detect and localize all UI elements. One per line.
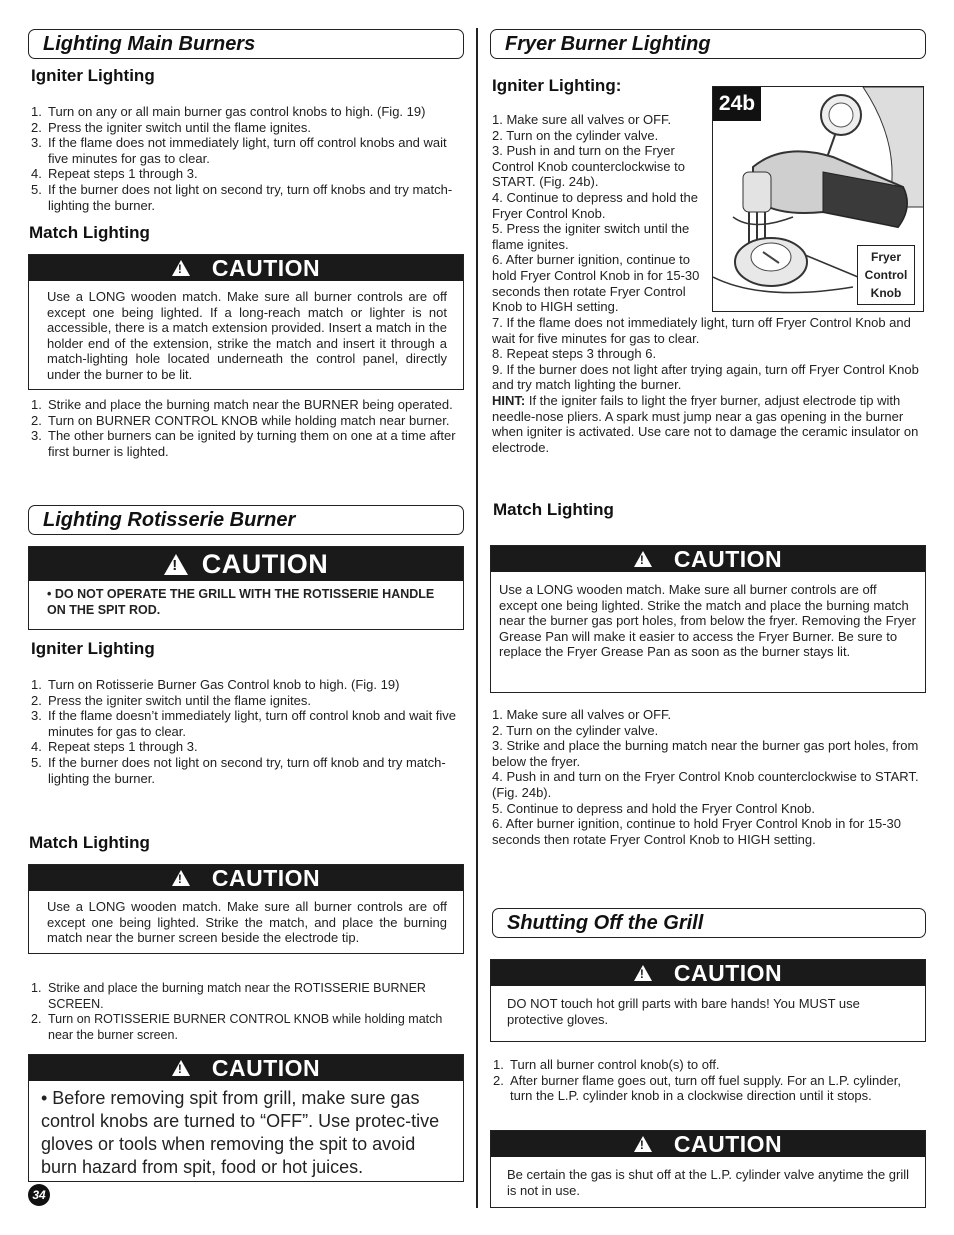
list-item: 1. Turn all burner control knob(s) to off. xyxy=(493,1057,720,1072)
caution-box xyxy=(28,546,464,630)
caution-text: • Before removing spit from grill, make sure gas control knobs are turned to “OFF”. Use protec-tive gloves or tools when removing the spit to avoid burn hazard from spit, food or hot juices. xyxy=(41,1088,440,1177)
caution-banner: ! CAUTION xyxy=(491,546,925,572)
list-item: 2. Turn on the cylinder valve. xyxy=(492,722,659,738)
warning-icon xyxy=(634,965,652,981)
caution-box xyxy=(28,864,464,954)
caution-banner: ! CAUTION xyxy=(29,547,463,581)
section-title-shutoff: Shutting Off the Grill xyxy=(492,908,926,938)
list-item: 6. After burner ignition, continue to hold Fryer Control Knob in for 15-30 seconds then rotate Fryer Control Knob to HIGH setting. xyxy=(492,816,902,847)
list-item: 8. Repeat steps 3 through 6. xyxy=(492,346,657,362)
list-item: 1. Make sure all valves or OFF. xyxy=(492,112,672,127)
list-item: 3. Strike and place the burning match near the burner gas port holes, from below the fryer. xyxy=(492,738,919,769)
caution-box xyxy=(28,254,464,390)
list-item: 7. If the flame does not immediately light, turn off Fryer Control Knob and wait for five minutes for gas to clear. xyxy=(492,315,911,346)
caution-text: Be certain the gas is shut off at the L.P. cylinder valve anytime the grill is not in use. xyxy=(507,1167,910,1198)
main-burner-igniter-steps xyxy=(28,104,460,213)
subheading-match-lighting: Match Lighting xyxy=(29,833,150,852)
caution-box xyxy=(28,1054,464,1182)
caution-text: Use a LONG wooden match. Make sure all burner controls are off except one being lighted. Strike the match and place the burning match near the burner gas port holes, from below the fryer. Removing the Fryer Grease Pan will make it easier to access the Fryer Burner. Be sure to replace the Fryer Grease Pan as soon as the burner stays lit. xyxy=(499,582,916,660)
list-item: 4. Continue to depress and hold the Fryer Control Knob. xyxy=(492,189,698,221)
list-item: 2. Turn on BURNER CONTROL KNOB while holding match near burner. xyxy=(31,412,450,428)
warning-icon xyxy=(164,554,188,575)
list-item: 1. Turn on Rotisserie Burner Gas Control knob to high. (Fig. 19) xyxy=(31,677,400,692)
list-item: 3. Push in and turn on the Fryer Control Knob counterclockwise to START. (Fig. 24b). xyxy=(492,143,685,190)
list-item: 5. Press the igniter switch until the flame ignites. xyxy=(492,221,690,252)
list-item: 1. Strike and place the burning match near the ROTISSERIE BURNER SCREEN. xyxy=(31,981,426,1011)
list-item: 2. Turn on ROTISSERIE BURNER CONTROL KNOB while holding match near the burner screen. xyxy=(31,1012,443,1042)
list-item: 3. If the flame doesn’t immediately light, turn off control knob and wait five minutes for gas to clear. xyxy=(31,708,457,739)
list-item: 2. After burner flame goes out, turn off fuel supply. For an L.P. cylinder, turn the L.P. cylinder knob in a clockwise direction until it stops. xyxy=(493,1072,901,1104)
list-item: 5. If the burner does not light on second try, turn off knob and try match-lighting the burner. xyxy=(31,754,446,786)
fryer-igniter-steps-narrow xyxy=(492,112,706,315)
figure-24b xyxy=(712,86,924,312)
list-item: 1. Make sure all valves or OFF. xyxy=(492,707,672,722)
rotisserie-igniter-steps xyxy=(28,677,460,786)
list-item: 4. Repeat steps 1 through 3. xyxy=(31,166,198,182)
column-divider xyxy=(476,28,478,1208)
caution-text: Use a LONG wooden match. Make sure all burner controls are off except one being lighted. Strike the match, and place the burning match near the burner screen beside the electrode tip. xyxy=(47,899,447,946)
caution-banner: ! CAUTION xyxy=(29,255,463,281)
warning-icon xyxy=(172,260,190,276)
list-item: 2. Turn on the cylinder valve. xyxy=(492,127,659,143)
list-item: 5. If the burner does not light on second try, turn off knobs and try match-lighting the burner. xyxy=(31,181,453,213)
fryer-igniter-steps-wide xyxy=(492,315,924,455)
caution-banner: ! CAUTION xyxy=(29,1055,463,1081)
caution-box xyxy=(490,545,926,693)
figure-caption: Fryer Control Knob xyxy=(857,245,915,305)
caution-box xyxy=(490,959,926,1042)
caution-banner: ! CAUTION xyxy=(491,1131,925,1157)
caution-text: Use a LONG wooden match. Make sure all burner controls are off except one being lighted. If a long-reach match or lighter is not accessible, there is a match extension provided. Insert a match in the holder end of the extension, strike the match and insert it through a match-lighting hole located underneath the control panel, directly under the burner to be lit. xyxy=(47,289,447,382)
list-item: 2. Press the igniter switch until the flame ignites. xyxy=(31,692,312,708)
caution-box xyxy=(490,1130,926,1208)
list-item: 9. If the burner does not light after trying again, turn off Fryer Control Knob and try match lighting the burner. xyxy=(492,361,919,393)
subheading-match-lighting: Match Lighting xyxy=(493,500,614,519)
subheading-igniter-lighting: Igniter Lighting: xyxy=(492,76,622,95)
hint-paragraph: HINT: If the igniter fails to light the fryer burner, adjust electrode tip with needle-nose pliers. A spark must jump near a gas opening in the burner when igniter is activated. Use care not to damage the ceramic insulator on electrode. xyxy=(492,392,919,455)
list-item: 2. Press the igniter switch until the flame ignites. xyxy=(31,119,312,135)
list-item: 4. Repeat steps 1 through 3. xyxy=(31,739,198,755)
figure-label: 24b xyxy=(713,87,761,121)
warning-icon xyxy=(172,870,190,886)
fryer-match-steps xyxy=(492,707,924,847)
subheading-igniter-lighting: Igniter Lighting xyxy=(31,66,155,85)
list-item: 4. Push in and turn on the Fryer Control Knob counterclockwise to START. (Fig. 24b). xyxy=(492,769,919,800)
warning-icon xyxy=(172,1060,190,1076)
caution-banner: ! CAUTION xyxy=(491,960,925,986)
list-item: 1. Turn on any or all main burner gas control knobs to high. (Fig. 19) xyxy=(31,104,426,119)
rotisserie-match-steps xyxy=(28,981,460,1043)
list-item: 6. After burner ignition, continue to hold Fryer Control Knob in for 15-30 seconds then rotate Fryer Control Knob to HIGH setting. xyxy=(492,252,700,315)
caution-text: • DO NOT OPERATE THE GRILL WITH THE ROTISSERIE HANDLE ON THE SPIT ROD. xyxy=(47,587,435,617)
main-burner-match-steps xyxy=(28,397,460,459)
list-item: 3. The other burners can be ignited by turning them on one at a time after first burner is lighted. xyxy=(31,428,456,459)
caution-banner: ! CAUTION xyxy=(29,865,463,891)
shutoff-steps xyxy=(490,1057,922,1104)
section-title-rotisserie: Lighting Rotisserie Burner xyxy=(28,505,464,535)
section-title-main-burners: Lighting Main Burners xyxy=(28,29,464,59)
section-title-fryer: Fryer Burner Lighting xyxy=(490,29,926,59)
list-item: 5. Continue to depress and hold the Fryer Control Knob. xyxy=(492,800,816,816)
page-number: 34 xyxy=(28,1184,50,1206)
subheading-match-lighting: Match Lighting xyxy=(29,223,150,242)
subheading-igniter-lighting: Igniter Lighting xyxy=(31,639,155,658)
warning-icon xyxy=(634,1136,652,1152)
caution-text: DO NOT touch hot grill parts with bare hands! You MUST use protective gloves. xyxy=(507,996,860,1027)
list-item: 1. Strike and place the burning match near the BURNER being operated. xyxy=(31,397,453,412)
warning-icon xyxy=(634,551,652,567)
list-item: 3. If the flame does not immediately light, turn off control knobs and wait five minutes for gas to clear. xyxy=(31,135,447,166)
